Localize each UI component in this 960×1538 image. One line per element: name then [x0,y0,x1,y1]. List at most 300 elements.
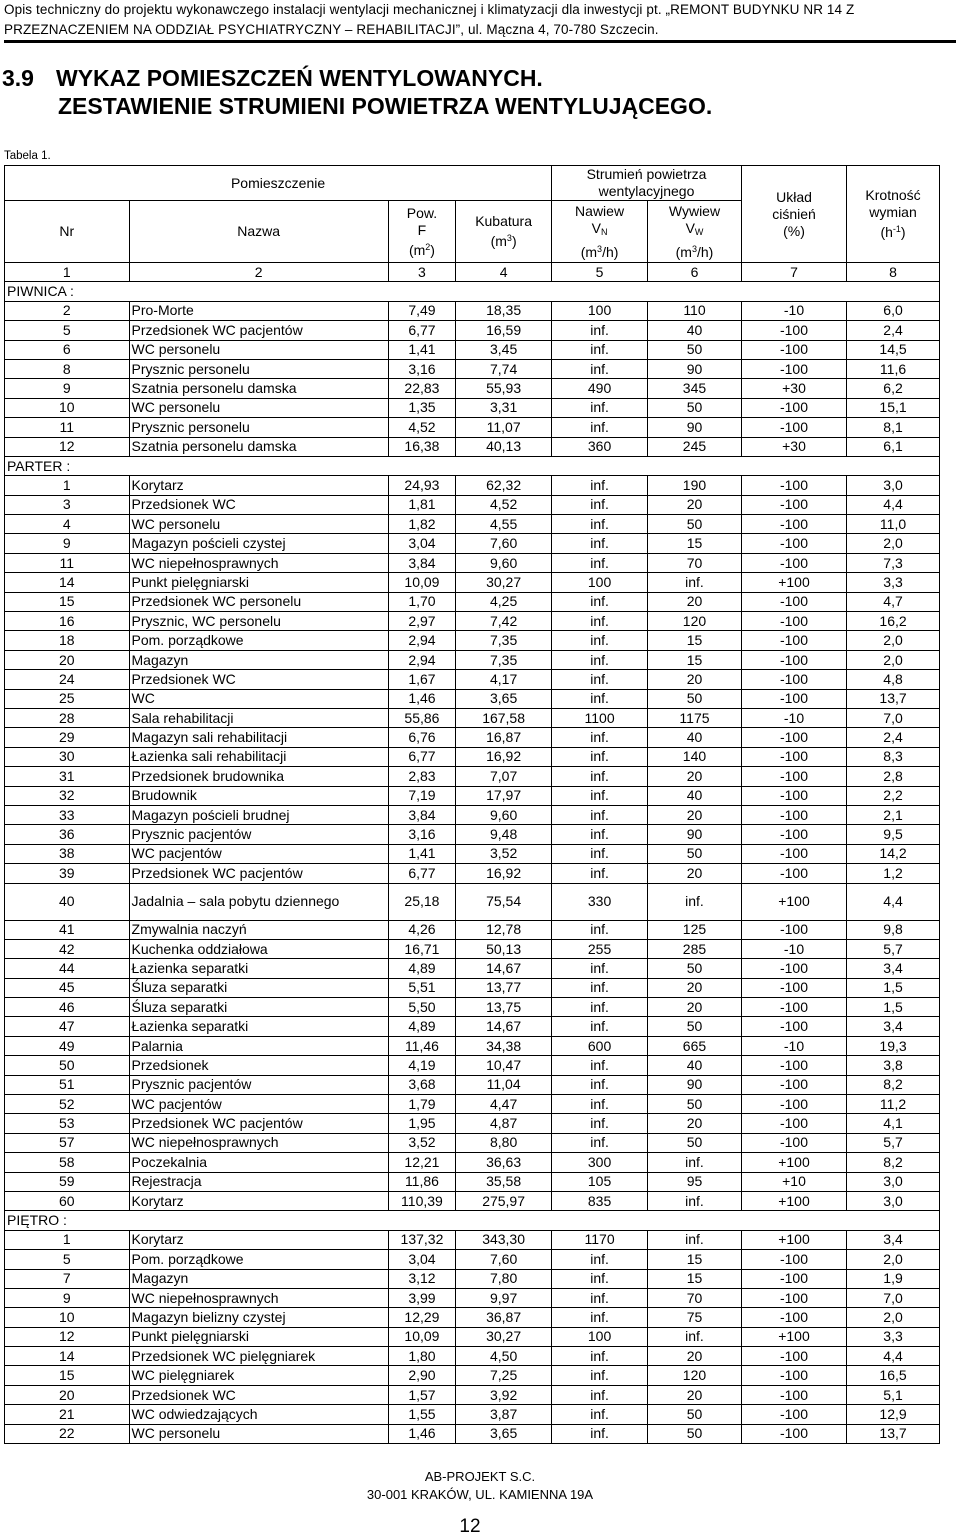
room-volume: 16,59 [456,321,552,340]
room-nr: 15 [5,1366,130,1385]
exhaust-flow: 95 [648,1172,742,1191]
room-volume: 16,87 [456,728,552,747]
section-title-line-2: ZESTAWIENIE STRUMIENI POWIETRZA WENTYLUJĄCEGO. [58,93,713,119]
room-area: 7,19 [388,786,455,805]
exhaust-flow: 20 [648,805,742,824]
table-row [5,825,940,844]
room-name: Sala rehabilitacji [129,708,388,727]
air-change-rate: 3,4 [847,1017,940,1036]
room-nr: 32 [5,786,130,805]
pressure-balance: -100 [741,1075,846,1094]
room-nr: 8 [5,359,130,378]
exhaust-flow: inf. [648,1191,742,1210]
room-area: 10,09 [388,573,455,592]
exhaust-flow: 50 [648,844,742,863]
room-name: Magazyn pościeli czystej [129,534,388,553]
supply-flow: inf. [552,747,648,766]
room-area: 55,86 [388,708,455,727]
footer-address: 30-001 KRAKÓW, UL. KAMIENNA 19A [366,1487,594,1502]
supply-flow: inf. [552,825,648,844]
exhaust-flow: 15 [648,650,742,669]
room-volume: 9,97 [456,1288,552,1307]
air-change-rate: 3,4 [847,1230,940,1249]
room-area: 11,46 [388,1036,455,1055]
column-number: 2 [129,263,388,282]
table-row [5,844,940,863]
table-row [5,1366,940,1385]
table-row [5,883,940,920]
room-volume: 4,25 [456,592,552,611]
air-change-rate: 9,5 [847,825,940,844]
footer-company: AB-PROJEKT S.C. [424,1469,536,1484]
table-row [5,515,940,534]
table-caption: Tabela 1. [4,150,51,162]
air-change-rate: 4,8 [847,670,940,689]
pressure-balance: -100 [741,1308,846,1327]
room-area: 1,82 [388,515,455,534]
room-area: 1,46 [388,1424,455,1443]
supply-flow: 100 [552,301,648,320]
room-nr: 51 [5,1075,130,1094]
pressure-balance: -100 [741,728,846,747]
supply-flow: inf. [552,650,648,669]
pressure-balance: -100 [741,1250,846,1269]
header-nazwa: Nazwa [129,201,388,263]
table-row [5,437,940,456]
supply-flow: inf. [552,1075,648,1094]
supply-flow: inf. [552,1347,648,1366]
pressure-balance: +30 [741,437,846,456]
room-volume: 11,07 [456,418,552,437]
table-row [5,670,940,689]
air-change-rate: 2,0 [847,650,940,669]
room-area: 3,84 [388,553,455,572]
ventilation-table [4,165,940,1444]
room-volume: 7,25 [456,1366,552,1385]
room-area: 1,55 [388,1405,455,1424]
room-volume: 75,54 [456,883,552,920]
pressure-balance: -100 [741,1288,846,1307]
exhaust-flow: inf. [648,1327,742,1346]
exhaust-flow: 40 [648,786,742,805]
air-change-rate: 7,0 [847,1288,940,1307]
room-volume: 3,87 [456,1405,552,1424]
room-area: 11,86 [388,1172,455,1191]
pressure-balance: -100 [741,998,846,1017]
exhaust-flow: 20 [648,864,742,883]
room-name: Magazyn pościeli brudnej [129,805,388,824]
air-change-rate: 2,0 [847,1308,940,1327]
room-nr: 24 [5,670,130,689]
room-nr: 60 [5,1191,130,1210]
supply-flow: inf. [552,670,648,689]
exhaust-flow: 50 [648,398,742,417]
room-volume: 55,93 [456,379,552,398]
room-area: 22,83 [388,379,455,398]
room-volume: 7,35 [456,631,552,650]
supply-flow: inf. [552,1288,648,1307]
pressure-balance: -100 [741,418,846,437]
room-nr: 59 [5,1172,130,1191]
supply-flow: 1100 [552,708,648,727]
table-row [5,767,940,786]
room-nr: 28 [5,708,130,727]
room-area: 16,38 [388,437,455,456]
room-nr: 50 [5,1056,130,1075]
supply-flow: inf. [552,1056,648,1075]
room-name: WC niepełnosprawnych [129,1133,388,1152]
room-name: Przedsionek WC [129,670,388,689]
room-volume: 10,47 [456,1056,552,1075]
supply-flow: 330 [552,883,648,920]
air-change-rate: 2,8 [847,767,940,786]
exhaust-flow: inf. [648,573,742,592]
room-nr: 53 [5,1114,130,1133]
room-volume: 14,67 [456,959,552,978]
table-row [5,1056,940,1075]
room-volume: 13,77 [456,978,552,997]
pressure-balance: +10 [741,1172,846,1191]
exhaust-flow: 15 [648,1250,742,1269]
pressure-balance: -10 [741,301,846,320]
table-row [5,534,940,553]
room-name: Magazyn [129,1269,388,1288]
room-volume: 50,13 [456,939,552,958]
exhaust-flow: 15 [648,534,742,553]
air-change-rate: 5,1 [847,1385,940,1404]
air-change-rate: 2,4 [847,728,940,747]
room-name: WC pielęgniarek [129,1366,388,1385]
pressure-balance: -100 [741,1017,846,1036]
section-title-line-1: WYKAZ POMIESZCZEŃ WENTYLOWANYCH. [56,65,543,91]
exhaust-flow: 20 [648,592,742,611]
pressure-balance: -100 [741,321,846,340]
room-name: Palarnia [129,1036,388,1055]
room-nr: 16 [5,612,130,631]
supply-flow: 360 [552,437,648,456]
room-nr: 9 [5,534,130,553]
pressure-balance: -100 [741,825,846,844]
table-row [5,553,940,572]
air-change-rate: 4,7 [847,592,940,611]
table-row [5,1191,940,1210]
table-body [5,282,940,1444]
room-volume: 13,75 [456,998,552,1017]
supply-flow: inf. [552,998,648,1017]
pressure-balance: -100 [741,920,846,939]
room-area: 3,16 [388,825,455,844]
exhaust-flow: 20 [648,767,742,786]
room-area: 1,57 [388,1385,455,1404]
room-area: 3,16 [388,359,455,378]
air-change-rate: 6,0 [847,301,940,320]
supply-flow: 835 [552,1191,648,1210]
room-name: Brudownik [129,786,388,805]
table-row [5,612,940,631]
room-area: 3,84 [388,805,455,824]
supply-flow: inf. [552,1269,648,1288]
air-change-rate: 3,3 [847,573,940,592]
room-nr: 14 [5,573,130,592]
air-change-rate: 7,0 [847,708,940,727]
pressure-balance: -100 [741,864,846,883]
room-nr: 14 [5,1347,130,1366]
room-volume: 343,30 [456,1230,552,1249]
room-nr: 44 [5,959,130,978]
pressure-balance: -100 [741,978,846,997]
supply-flow: inf. [552,321,648,340]
air-change-rate: 4,4 [847,495,940,514]
supply-flow: inf. [552,920,648,939]
room-volume: 3,31 [456,398,552,417]
room-area: 1,67 [388,670,455,689]
section-number: 3.9 [2,65,34,91]
room-name: Łazienka sali rehabilitacji [129,747,388,766]
air-change-rate: 3,0 [847,1191,940,1210]
room-area: 7,49 [388,301,455,320]
table-row [5,1172,940,1191]
room-nr: 10 [5,398,130,417]
air-change-rate: 14,5 [847,340,940,359]
room-volume: 7,35 [456,650,552,669]
exhaust-flow: 40 [648,728,742,747]
pressure-balance: +100 [741,883,846,920]
air-change-rate: 8,3 [847,747,940,766]
section-row [5,282,940,301]
pressure-balance: -100 [741,670,846,689]
exhaust-flow: 15 [648,1269,742,1288]
room-name: Magazyn [129,650,388,669]
supply-flow: inf. [552,534,648,553]
room-name: Przedsionek WC pacjentów [129,321,388,340]
supply-flow: inf. [552,805,648,824]
room-nr: 45 [5,978,130,997]
pressure-balance: -100 [741,747,846,766]
supply-flow: 100 [552,1327,648,1346]
room-name: Poczekalnia [129,1153,388,1172]
room-name: Prysznic pacjentów [129,1075,388,1094]
room-name: Przedsionek WC pacjentów [129,864,388,883]
pressure-balance: -100 [741,553,846,572]
supply-flow: inf. [552,515,648,534]
supply-flow: inf. [552,689,648,708]
room-area: 1,95 [388,1114,455,1133]
room-nr: 41 [5,920,130,939]
exhaust-flow: 285 [648,939,742,958]
exhaust-flow: 90 [648,825,742,844]
pressure-balance: -100 [741,689,846,708]
section-label: PARTER : [5,456,940,475]
air-change-rate: 2,2 [847,786,940,805]
pressure-balance: -100 [741,1366,846,1385]
room-name: Magazyn bielizny czystej [129,1308,388,1327]
table-row [5,1075,940,1094]
room-name: Szatnia personelu damska [129,437,388,456]
pressure-balance: +100 [741,573,846,592]
room-name: Szatnia personelu damska [129,379,388,398]
supply-flow: inf. [552,553,648,572]
column-number: 1 [5,263,130,282]
exhaust-flow: 110 [648,301,742,320]
air-change-rate: 11,0 [847,515,940,534]
table-row [5,728,940,747]
room-nr: 25 [5,689,130,708]
air-change-rate: 3,8 [847,1056,940,1075]
exhaust-flow: 70 [648,553,742,572]
room-area: 1,81 [388,495,455,514]
supply-flow: inf. [552,340,648,359]
supply-flow: inf. [552,592,648,611]
room-name: Przedsionek WC personelu [129,592,388,611]
room-volume: 7,60 [456,1250,552,1269]
room-nr: 3 [5,495,130,514]
room-nr: 4 [5,515,130,534]
header-pomieszczenie: Pomieszczenie [5,166,552,201]
exhaust-flow: 20 [648,670,742,689]
air-change-rate: 14,2 [847,844,940,863]
room-area: 1,79 [388,1095,455,1114]
room-area: 3,04 [388,1250,455,1269]
pressure-balance: -100 [741,1424,846,1443]
supply-flow: inf. [552,398,648,417]
exhaust-flow: 140 [648,747,742,766]
room-nr: 7 [5,1269,130,1288]
room-volume: 9,60 [456,805,552,824]
table-row [5,476,940,495]
table-row [5,398,940,417]
room-nr: 39 [5,864,130,883]
pressure-balance: +100 [741,1191,846,1210]
room-volume: 40,13 [456,437,552,456]
table-row [5,1288,940,1307]
room-volume: 7,60 [456,534,552,553]
room-name: Prysznic, WC personelu [129,612,388,631]
room-name: Rejestracja [129,1172,388,1191]
page-number: 12 [459,1516,481,1537]
room-volume: 36,63 [456,1153,552,1172]
pressure-balance: -100 [741,534,846,553]
room-name: WC [129,689,388,708]
room-nr: 5 [5,321,130,340]
table-row [5,340,940,359]
room-nr: 18 [5,631,130,650]
exhaust-flow: 120 [648,612,742,631]
room-volume: 17,97 [456,786,552,805]
room-nr: 36 [5,825,130,844]
room-nr: 12 [5,1327,130,1346]
pressure-balance: -100 [741,1347,846,1366]
room-nr: 15 [5,592,130,611]
column-number: 7 [741,263,846,282]
air-change-rate: 19,3 [847,1036,940,1055]
room-area: 1,80 [388,1347,455,1366]
header-wywiew: Wywiew $V_W$ $(m^3/h)$ [648,201,742,263]
room-area: 2,94 [388,631,455,650]
room-area: 4,89 [388,1017,455,1036]
pressure-balance: -100 [741,398,846,417]
exhaust-flow: 1175 [648,708,742,727]
exhaust-flow: 20 [648,998,742,1017]
supply-flow: 100 [552,573,648,592]
room-name: WC pacjentów [129,844,388,863]
room-name: WC odwiedzających [129,1405,388,1424]
room-nr: 20 [5,1385,130,1404]
room-name: WC niepełnosprawnych [129,1288,388,1307]
room-name: Śluza separatki [129,998,388,1017]
room-volume: 11,04 [456,1075,552,1094]
pressure-balance: -100 [741,767,846,786]
room-nr: 20 [5,650,130,669]
exhaust-flow: inf. [648,1153,742,1172]
room-name: Prysznic personelu [129,418,388,437]
section-label: PIWNICA : [5,282,940,301]
room-nr: 49 [5,1036,130,1055]
exhaust-flow: 90 [648,359,742,378]
room-name: WC niepełnosprawnych [129,553,388,572]
room-volume: 4,47 [456,1095,552,1114]
room-volume: 3,92 [456,1385,552,1404]
column-number: 3 [388,263,455,282]
air-change-rate: 9,8 [847,920,940,939]
room-area: 3,99 [388,1288,455,1307]
exhaust-flow: 345 [648,379,742,398]
air-change-rate: 11,6 [847,359,940,378]
room-nr: 5 [5,1250,130,1269]
room-area: 6,77 [388,864,455,883]
room-name: Punkt pielęgniarski [129,573,388,592]
room-volume: 16,92 [456,747,552,766]
supply-flow: inf. [552,359,648,378]
room-nr: 9 [5,1288,130,1307]
table-row [5,920,940,939]
pressure-balance: -10 [741,1036,846,1055]
room-area: 5,51 [388,978,455,997]
supply-flow: inf. [552,631,648,650]
air-change-rate: 15,1 [847,398,940,417]
table-row [5,1133,940,1152]
room-area: 4,89 [388,959,455,978]
exhaust-flow: 50 [648,515,742,534]
table-row [5,1308,940,1327]
table-row [5,592,940,611]
table-row [5,1250,940,1269]
air-change-rate: 6,2 [847,379,940,398]
room-nr: 40 [5,883,130,920]
exhaust-flow: 120 [648,1366,742,1385]
exhaust-flow: 50 [648,1133,742,1152]
room-volume: 18,35 [456,301,552,320]
room-name: Kuchenka oddziałowa [129,939,388,958]
room-name: Korytarz [129,1191,388,1210]
room-nr: 1 [5,1230,130,1249]
exhaust-flow: 245 [648,437,742,456]
section-row [5,456,940,475]
air-change-rate: 5,7 [847,939,940,958]
pressure-balance: -100 [741,359,846,378]
air-change-rate: 8,1 [847,418,940,437]
room-name: Przedsionek WC pielęgniarek [129,1347,388,1366]
supply-flow: inf. [552,1424,648,1443]
exhaust-flow: 70 [648,1288,742,1307]
room-name: Punkt pielęgniarski [129,1327,388,1346]
table-row [5,747,940,766]
room-nr: 22 [5,1424,130,1443]
room-area: 2,83 [388,767,455,786]
table-row [5,1153,940,1172]
air-change-rate: 12,9 [847,1405,940,1424]
supply-flow: inf. [552,495,648,514]
table-row [5,359,940,378]
